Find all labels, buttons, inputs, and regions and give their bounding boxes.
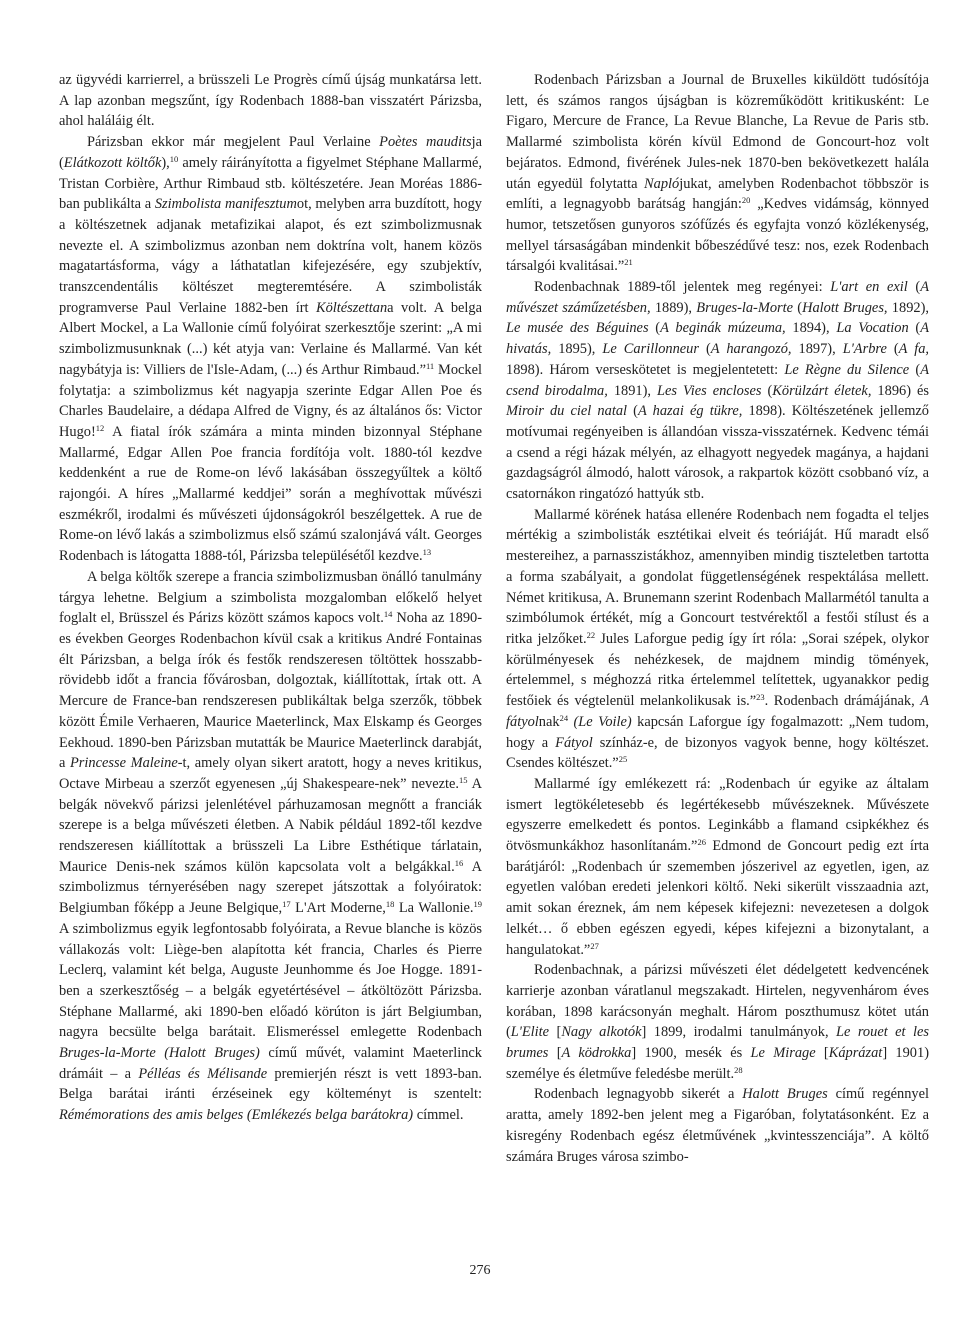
paragraph: Rodenbach legnagyobb sikerét a Halott Bruges című regénnyel aratta, amely 1892-ben jelent meg a Figaróban, folytatásonként. Ez a kisregény Rodenbach egész életművének „kvintesszenciája”. A költő számára Bruges városa szimbo- bbox=[506, 1086, 929, 1165]
left-text-column bbox=[59, 70, 482, 1126]
paragraph: Rodenbachnak, a párizsi művészeti élet dédelgetett kedvencének karrierje azonban váratlanul megszakadt. Hirtelen, negyvenhárom éves korában, 1898 karácsonyán meghalt. Három poszthumusz kötet után (L'Elite [Nagy alkotók] 1899, irodalmi tanulmányok, Le rouet et les brumes [A ködrokka] 1900, mesék és Le Mirage [Káprázat] 1901) személye és életműve feledésbe merült.$^{28}$ bbox=[506, 962, 929, 1082]
paragraph: Mallarmé így emlékezett rá: „Rodenbach úr egyike az általam ismert legtökéletesebb és legértékesebb művészeknek. Művészete egyszerre emelkedett és pontos. Leginkább a flamand csipkékhez és ötvösmunkákhoz hasonlítanám.”$^{26}$ Edmond de Goncourt pedig ezt írta barátjáról: „Rodenbach úr szememben jószerivel az egyetlen, igen, az egyetlen valóban eredeti jelenkori költő. Neki sikerült visszaadnia azt, amit sokan éreznek, ám nem képesek kifejezni: nevezetesen a dolgok lelkét… ő ebben egészen egyedi, képes kifejezni a bizonytalant, a hangulatokat.”$^{27}$ bbox=[506, 775, 929, 958]
paragraph: Rodenbachnak 1889-től jelentek meg regényei: L'art en exil (A művészet száműzetésben, 1889), Bruges-la-Morte (Halott Bruges, 1892), Le musée des Béguines (A beginák múzeuma, 1894), La Vocation (A hivatás, 1895), Le Carillonneur (A harangozó, 1897), L'Arbre (A fa, 1898). Három verseskötetet is megjelentetett: Le Règne du Silence (A csend birodalma, 1891), Les Vies encloses (Körülzárt életek, 1896) és Miroir du ciel natal (A hazai ég tükre, 1898). Költészetének jellemző motívumai regényeiben is állandóan vissza-visszatérnek. Kedvenc témái a csend a régi házak mélyén, az elhagyott negyedek magánya, a hajdani gazdagságról álmodó, halott városok, a rakpartok között csobbanó víz, a csatornákon ringatózó hattyúk stb. bbox=[506, 279, 929, 503]
paragraph: Rodenbach Párizsban a Journal de Bruxelles kiküldött tudósítója lett, és számos rangos újságban is közreműködött kritikusként: Le Figaro, Mercure de France, La Revue Blanche, La Revue de Paris stb. Mallarmé szimbolista körén kívül Edmond de Goncourt-hoz volt bejáratos. Edmond, fivérének Jules-nek 1870-ben bekövetkezett halála után egyedül folytatta Naplójukat, amelyben Rodenbachot többször is említi, a legnagyobb barátság hangján:$^{20}$ „Kedves vidámság, könnyed humor, tetszetősen gunyoros szófűzés és egyfajta vonzó közlékenység, mellyel társaságában mindenkit bőbeszédűvé tesz: nos, ezek Rodenbach társalgói kvalitásai.”$^{21}$ bbox=[506, 72, 929, 275]
right-text-column bbox=[506, 70, 929, 1167]
page-number: 276 bbox=[469, 1263, 491, 1278]
paragraph: Párizsban ekkor már megjelent Paul Verlaine Poètes mauditsja (Elátkozott költők),$^{10}$ amely ráirányította a figyelmet Stéphane Mallarmé, Tristan Corbière, Arthur Rimbaud stb. költészetére. Jean Moréas 1886-ban publikálta a Szimbolista manifesztumot, melyben arra buzdított, hogy a költészetnek adjanak metafizikai alapot, és ezt szimbolizmusnak nevezte el. A szimbolizmus azonban nem doktrína volt, hanem közös magatartásforma, vágy a láthatatlan kifejezésére, egy szubjektív, transzcendentális költészet megteremtésére. A szimbolisták programverse Paul Verlaine 1882-ben írt Költészettana volt. A belga Albert Mockel, a La Wallonie című folyóirat szerkesztője szerint: „A mi szimbolizmusunknak (...) két atyja van: Verlaine és Mallarmé. Van két nagybátyja is: Villiers de l'Isle-Adam, (...) és Arthur Rimbaud.”$^{11}$ Mockel folytatja: a szimbolizmus két nagyapja szerinte Edgar Allen Poe és Charles Baudelaire, a dédapa Alfred de Vigny, és az általános ős: Victor Hugo!$^{12}$ A fiatal írók számára a minta minden bizonnyal Stéphane Mallarmé, Edgar Allen Poe francia fordítója volt. 1880-tól kezdve keddenként a rue de Rome-on lévő lakásában összegyűltek a költő rajongói. A híres „Mallarmé keddjei” során a meghívottak művészi eszmékről, irodalmi és művészeti újdonságokról beszélgettek. A rue de Rome-on lévő lakás a szimbolizmus első számú szalonjává vált. Georges Rodenbach is látogatta 1888-tól, Párizsba településétől kezdve.$^{13}$ bbox=[59, 134, 483, 565]
paragraph: az ügyvédi karrierrel, a brüsszeli Le Progrès című újság munkatársa lett. A lap azonban megszűnt, így Rodenbach 1888-ban visszatért Párizsba, ahol haláláig élt. bbox=[59, 72, 482, 130]
paragraph: A belga költők szerepe a francia szimbolizmusban önálló tanulmány tárgya lehetne. Belgium a szimbolista mozgalomban előkelő helyet foglalt el, Brüsszel és Párizs között számos kapocs volt.$^{14}$ Noha az 1890-es években Georges Rodenbachon kívül csak a kritikus André Fontainas élt Párizsban, a belga írók és festők rendszeresen töltöttek hosszabb-rövidebb időt a francia fővárosban, dolgoztak, kiállítottak, írtak ott. A Mercure de France-ban rendszeresen publikáltak belga szerzők, többek között Émile Verhaeren, Maurice Maeterlinck, Max Elskamp és Georges Eekhoud. 1890-ben Párizsban mutatták be Maurice Maeterlinck darabját, a Princesse Maleine-t, amely olyan sikert aratott, hogy a neves kritikus, Octave Mirbeau a szerzőt egyenesen „új Shakespeare-nek” nevezte.$^{15}$ A belgák növekvő párizsi jelenlétével párhuzamosan megnőtt a franciák szerepe is a belga művészeti életben. A Nabik például 1892-től kezdve rendszeresen kiállítottak a brüsszeli La Libre Esthétique tárlatain, Maurice Denis-nek számos külön kapcsolata volt a belgákkal.$^{16}$ A szimbolizmus térnyerésében nagy szerepet játszottak a folyóiratok: Belgiumban főképp a Jeune Belgique,$^{17}$ L'Art Moderne,$^{18}$ La Wallonie.$^{19}$ A szimbolizmus egyik legfontosabb folyóirata, a Revue blanche is közös vállakozás volt: Liège-ben alapította két francia, Charles és Pierre Leclerq, valamint két belga, Auguste Jeunhomme és Joe Hogge. 1891-ben a szerkesztőség – a belgák egyetértésével – átköltözött Párizsba. Stéphane Mallarmé, aki 1890-ben előadó körúton is járt Belgiumban, nagyra becsülte belga barátait. Elismeréssel emlegette Rodenbach Bruges-la-Morte (Halott Bruges) című művét, valamint Maeterlinck drámáit – a Pélléas és Mélisande premierjén részt is vett 1893-ban. Belga barátai iránti érzéseinek egy költeményt is szentelt: Rémémorations des amis belges (Emlékezés belga barátokra) címmel. bbox=[59, 568, 483, 1124]
paragraph: Mallarmé körének hatása ellenére Rodenbach nem fogadta el teljes mértékig a szimbolisták esztétikai elveit és teóriáját. Hű maradt első mestereihez, a parnasszistákhoz, amennyiben mindig tiszteletben tartotta a forma szabályait, a gondolat függetlenségének respektálása mellett. Német kritikusa, A. Brunemann szerint Rodenbach Mallarmétól tanulta a szimbólumok értékét, míg a Goncourt testvérektől a festői stílust és a ritka jelzőket.$^{22}$ Jules Laforgue pedig így írt róla: „Sorai szépek, olykor körülményesek és nehézkesek, de majdnem mindig tömények, értelemmel, s méghozzá ritka értelemmel telítettek, ugyanakkor pedig festőiek és végtelenül melankolikusak is.”$^{23}$. Rodenbach drámájának, A fátyolnak$^{24}$ (Le Voile) kapcsán Laforgue így fogalmazott: „Nem tudom, hogy a Fátyol színház-e, de bizonyos vagyok benne, hogy költészet. Csendes költészet.”$^{25}$ bbox=[506, 506, 929, 772]
